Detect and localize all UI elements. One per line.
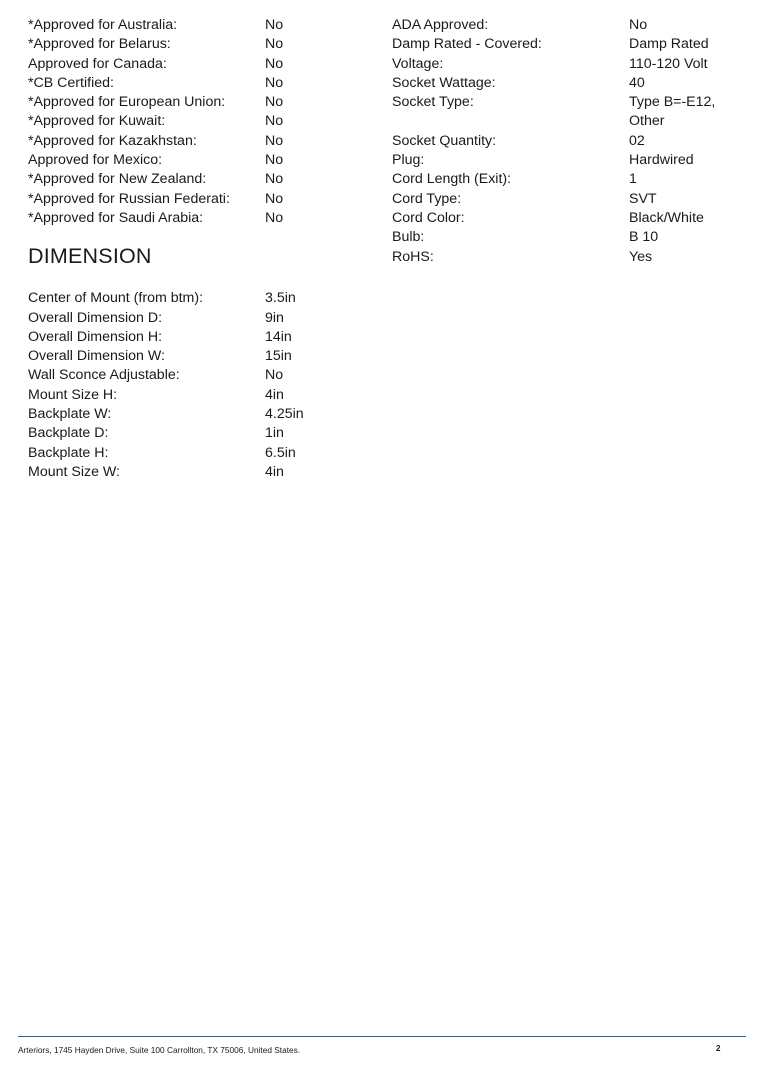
spec-row [28, 424, 368, 443]
spec-value: No [265, 74, 284, 91]
spec-label: *Approved for Australia: [28, 17, 178, 33]
spec-value: No [265, 55, 284, 72]
spec-value: Hardwired [629, 152, 694, 169]
spec-row [392, 93, 752, 132]
electrical-list [392, 16, 752, 267]
spec-row [392, 35, 752, 54]
spec-row [392, 228, 752, 247]
spec-label: Cord Type: [392, 190, 462, 207]
spec-label: Cord Color: [392, 209, 465, 226]
spec-value: Type B=-E12, Other [629, 94, 716, 130]
dimension-heading: DIMENSION [28, 244, 152, 269]
spec-label: Wall Sconce Adjustable: [28, 367, 180, 384]
spec-label: *Approved for New Zealand: [28, 171, 207, 188]
spec-row [28, 328, 368, 347]
approvals-list [28, 16, 368, 228]
left-column [28, 16, 368, 482]
spec-label: Socket Quantity: [392, 132, 497, 149]
spec-value: 9in [265, 309, 284, 326]
spec-label: Damp Rated - Covered: [392, 36, 542, 53]
footer-divider [18, 1036, 746, 1037]
spec-value: Damp Rated [629, 36, 709, 53]
spec-row [28, 463, 368, 482]
spec-row [392, 151, 752, 170]
spec-label: *Approved for European Union: [28, 94, 226, 111]
spec-label: Mount Size W: [28, 463, 120, 480]
spec-row [392, 209, 752, 228]
spec-row [28, 132, 368, 151]
spec-row [28, 35, 368, 54]
right-column [392, 16, 752, 267]
spec-value: 40 [629, 74, 645, 91]
spec-value: No [265, 113, 284, 130]
spec-label: *Approved for Kuwait: [28, 113, 166, 130]
spec-row [28, 151, 368, 170]
spec-label: Backplate D: [28, 425, 109, 442]
spec-label: *CB Certified: [28, 74, 114, 91]
spec-value: 3.5in [265, 290, 296, 307]
spec-label: Voltage: [392, 55, 444, 72]
footer-address: Arteriors, 1745 Hayden Drive, Suite 100 Carrollton, TX 75006, United States. [18, 1045, 301, 1055]
spec-row [392, 190, 752, 209]
spec-value: No [265, 152, 284, 169]
spec-row [28, 55, 368, 74]
spec-value: 110-120 Volt [629, 55, 708, 72]
spec-label: Approved for Mexico: [28, 152, 163, 169]
spec-label: Center of Mount (from btm): [28, 290, 204, 307]
spec-row [28, 347, 368, 366]
page-number: 2 [716, 1044, 721, 1053]
spec-row [28, 112, 368, 131]
spec-label: Plug: [392, 152, 425, 169]
spec-value: Yes [629, 248, 653, 265]
dimension-list [28, 289, 368, 482]
spec-row [392, 132, 752, 151]
spec-row [28, 309, 368, 328]
spec-row [28, 366, 368, 385]
spec-value: 4in [265, 386, 284, 403]
spec-row [28, 170, 368, 189]
spec-row [28, 93, 368, 112]
spec-value: No [265, 132, 284, 149]
spec-value: 14in [265, 328, 292, 345]
spec-label: Mount Size H: [28, 386, 118, 403]
spec-label: Overall Dimension H: [28, 328, 163, 345]
spec-label: *Approved for Kazakhstan: [28, 132, 197, 149]
spec-value: Black/White [629, 209, 704, 226]
spec-value: No [265, 171, 284, 188]
spec-row [28, 16, 368, 35]
spec-label: Bulb: [392, 229, 425, 246]
spec-value: SVT [629, 190, 657, 207]
spec-value: 4.25in [265, 406, 304, 423]
spec-row [392, 55, 752, 74]
spec-value: No [265, 94, 284, 111]
spec-label: Overall Dimension D: [28, 309, 163, 326]
spec-row [392, 248, 752, 267]
spec-row [28, 209, 368, 228]
spec-value: 4in [265, 463, 284, 480]
spec-row [392, 16, 752, 35]
spec-value: 6.5in [265, 444, 296, 461]
spec-label: Approved for Canada: [28, 55, 167, 72]
spec-value: No [265, 190, 284, 207]
spec-label: *Approved for Russian Federati: [28, 190, 230, 207]
spec-label: Cord Length (Exit): [392, 171, 512, 188]
spec-row [28, 405, 368, 424]
spec-row [28, 289, 368, 308]
spec-value: B 10 [629, 229, 659, 246]
spec-value: 1 [629, 171, 637, 188]
spec-label: RoHS: [392, 248, 434, 265]
spec-label: *Approved for Belarus: [28, 36, 171, 53]
spec-value: 02 [629, 132, 645, 149]
spec-row [28, 190, 368, 209]
spec-row [28, 444, 368, 463]
spec-value: 1in [265, 425, 284, 442]
spec-label: Backplate W: [28, 406, 112, 423]
spec-label: Socket Type: [392, 94, 474, 111]
spec-label: Backplate H: [28, 444, 109, 461]
spec-value: No [265, 209, 284, 226]
spec-value: No [629, 17, 648, 33]
spec-label: *Approved for Saudi Arabia: [28, 209, 204, 226]
spec-value: No [265, 17, 284, 33]
spec-value: No [265, 36, 284, 53]
spec-value: 15in [265, 348, 292, 365]
spec-row [392, 74, 752, 93]
spec-row [28, 74, 368, 93]
spec-label: Overall Dimension W: [28, 348, 165, 365]
spec-label: Socket Wattage: [392, 74, 496, 91]
spec-row [28, 386, 368, 405]
spec-value: No [265, 367, 284, 384]
spec-row [392, 170, 752, 189]
spec-label: ADA Approved: [392, 17, 489, 33]
